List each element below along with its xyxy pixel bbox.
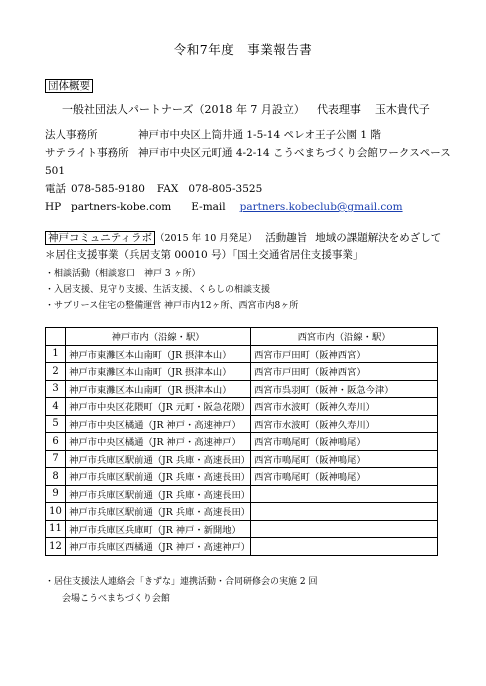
lab-name: 神戸コミュニティラボ — [45, 231, 155, 245]
footer-line-1: ・居住支援法人連絡会「きずな」連携活動・合同研修会の実施 2 回 — [45, 577, 318, 587]
lab-purpose: 地域の課題解決をめざして — [315, 232, 442, 244]
rep-name: 玉木貴代子 — [374, 103, 430, 116]
page-title: 令和7年度 事業報告書 — [173, 42, 313, 57]
kobe-location: 神戸市東灘区本山南町（JR 摂津本山） — [66, 380, 251, 398]
tel-label: 電話 — [45, 183, 66, 195]
row-number: 5 — [46, 415, 66, 433]
nishinomiya-location: 西宮市戸田町（阪神西宮） — [251, 345, 438, 363]
table-row — [46, 520, 438, 538]
table-row — [46, 363, 438, 381]
overview-label: 団体概要 — [45, 79, 93, 93]
row-number: 3 — [46, 380, 66, 398]
table-header-nishinomiya: 西宮市内（沿線・駅） — [251, 328, 438, 346]
lab-bullet-2: ・入居支援、見守り支援、生活支援、くらしの相談支援 — [45, 285, 271, 295]
lab-purpose-label: 活動趣旨 — [265, 232, 308, 244]
hp-label: HP — [45, 201, 62, 213]
table-row — [46, 415, 438, 433]
table-row — [46, 398, 438, 416]
row-number: 10 — [46, 503, 66, 521]
nishinomiya-location — [251, 538, 438, 556]
sublease-table — [45, 327, 438, 556]
fax-number: 078-805-3525 — [188, 183, 263, 195]
office-line — [45, 128, 381, 142]
kobe-location: 神戸市中央区橘通（JR 神戸・高速神戸） — [66, 433, 251, 451]
table-row — [46, 503, 438, 521]
satellite-address-cont: 501 — [45, 165, 66, 177]
kobe-location: 神戸市兵庫区駅前通（JR 兵庫・高速長田） — [66, 450, 251, 468]
org-line — [62, 103, 430, 117]
nishinomiya-location — [251, 485, 438, 503]
lab-bullet-1: ・相談活動（相談窓口 神戸 3 ヶ所） — [45, 269, 201, 279]
row-number: 8 — [46, 468, 66, 486]
rep-label: 代表理事 — [316, 103, 361, 116]
row-number: 2 — [46, 363, 66, 381]
row-number: 12 — [46, 538, 66, 556]
kobe-location: 神戸市兵庫区兵庫町（JR 神戸・新開地） — [66, 520, 251, 538]
support-business: ＊居住支援事業（兵居支第 00010 号）「国土交通省居住支援事業」 — [45, 249, 364, 261]
kobe-location: 神戸市東灘区本山南町（JR 摂津本山） — [66, 345, 251, 363]
row-number: 6 — [46, 433, 66, 451]
email-label: E-mail — [191, 201, 226, 213]
row-number: 7 — [46, 450, 66, 468]
satellite-address: 神戸市中央区元町通 4-2-14 こうべまちづくり会館ワークスペース — [138, 147, 451, 159]
table-row — [46, 380, 438, 398]
row-number: 11 — [46, 520, 66, 538]
row-number: 9 — [46, 485, 66, 503]
table-header-row — [46, 328, 438, 346]
table-row — [46, 345, 438, 363]
satellite-label: サテライト事務所 — [45, 147, 129, 159]
lab-bullet-3: ・サブリース住宅の整備運営 神戸市内12ヶ所、西宮市内8ヶ所 — [45, 301, 299, 311]
org-name: 一般社団法人パートナーズ（2018 年 7 月設立） — [62, 103, 305, 116]
nishinomiya-location — [251, 503, 438, 521]
lab-line — [45, 231, 441, 246]
nishinomiya-location: 西宮市鳴尾町（阪神鳴尾） — [251, 433, 438, 451]
row-number: 4 — [46, 398, 66, 416]
lab-founded: （2015 年 10 月発足） — [154, 233, 258, 244]
tel-number: 078-585-9180 — [71, 183, 145, 195]
kobe-location: 神戸市東灘区本山南町（JR 摂津本山） — [66, 363, 251, 381]
web-email-line — [45, 200, 403, 214]
kobe-location: 神戸市兵庫区駅前通（JR 兵庫・高速長田） — [66, 485, 251, 503]
section-heading-overview — [45, 79, 93, 93]
table-row — [46, 485, 438, 503]
kobe-location: 神戸市兵庫区駅前通（JR 兵庫・高速長田） — [66, 468, 251, 486]
row-number: 1 — [46, 345, 66, 363]
office-address: 神戸市中央区上筒井通 1-5-14 ペレオ王子公園 1 階 — [138, 129, 381, 141]
nishinomiya-location: 西宮市鳴尾町（阪神鳴尾） — [251, 450, 438, 468]
table-header-kobe: 神戸市内（沿線・駅） — [66, 328, 251, 346]
fax-label: FAX — [156, 183, 179, 195]
nishinomiya-location: 西宮市水波町（阪神久寿川） — [251, 398, 438, 416]
table-row — [46, 433, 438, 451]
table-row — [46, 468, 438, 486]
table-row — [46, 450, 438, 468]
nishinomiya-location: 西宮市戸田町（阪神西宮） — [251, 363, 438, 381]
satellite-line — [45, 146, 451, 160]
kobe-location: 神戸市中央区橘通（JR 神戸・高速神戸） — [66, 415, 251, 433]
tel-fax-line — [45, 182, 262, 196]
kobe-location: 神戸市中央区花隈町（JR 元町・阪急花隈） — [66, 398, 251, 416]
kobe-location: 神戸市兵庫区西橘通（JR 神戸・高速神戸） — [66, 538, 251, 556]
table-header-no — [46, 328, 66, 346]
email-link[interactable]: partners.kobeclub@gmail.com — [239, 201, 403, 213]
kobe-location: 神戸市兵庫区駅前通（JR 兵庫・高速長田） — [66, 503, 251, 521]
nishinomiya-location: 西宮市水波町（阪神久寿川） — [251, 415, 438, 433]
nishinomiya-location: 西宮市呉羽町（阪神・阪急今津） — [251, 380, 438, 398]
table-row — [46, 538, 438, 556]
nishinomiya-location: 西宮市鳴尾町（阪神鳴尾） — [251, 468, 438, 486]
nishinomiya-location — [251, 520, 438, 538]
footer-line-2: 会場こうべまちづくり会館 — [62, 594, 170, 604]
office-label: 法人事務所 — [45, 129, 98, 141]
hp-url[interactable]: partners-kobe.com — [71, 201, 172, 213]
